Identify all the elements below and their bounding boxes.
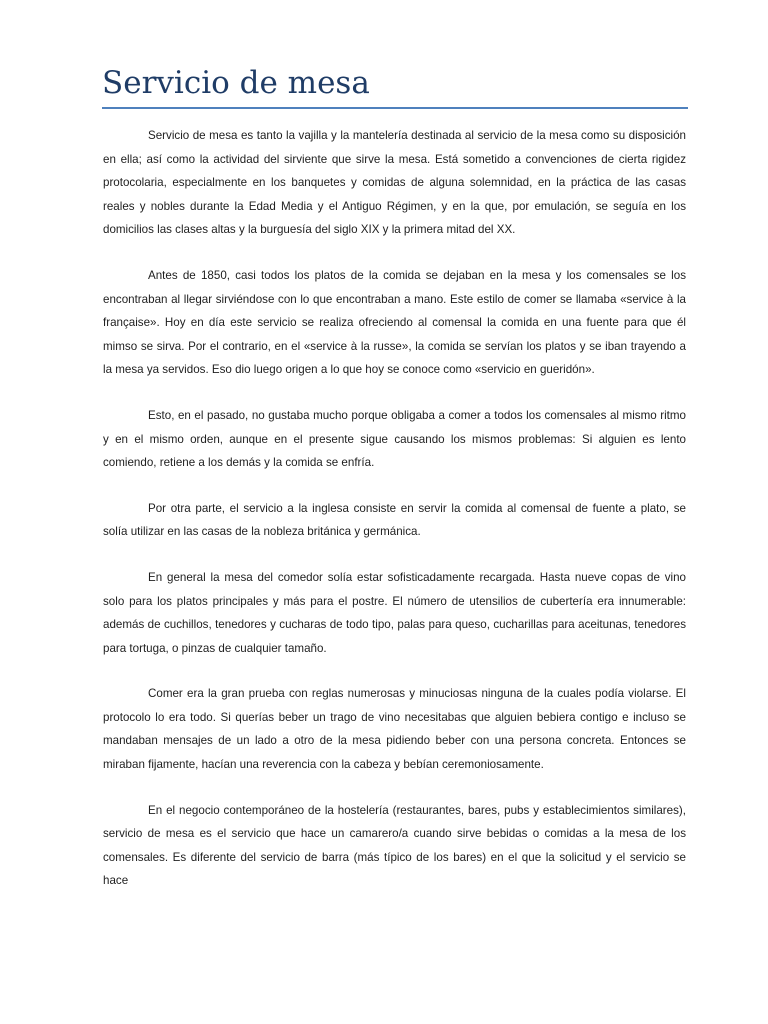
paragraph-4: Por otra parte, el servicio a la inglesa consiste en servir la comida al comensal de fuente a plato, se solía utilizar en las casas de la nobleza británica y germánica.	[103, 501, 686, 539]
paragraph-1: Servicio de mesa es tanto la vajilla y la mantelería destinada al servicio de la mesa como su disposición en ella; así como la actividad del sirviente que sirve la mesa. Está sometido a convenciones de cierta rigidez protocolaria, especialmente en los banquetes y comidas de alguna solemnidad, en la práctica de las casas reales y nobles durante la Edad Media y el Antiguo Régimen, y en la que, por emulación, se seguía en los domicilios las clases altas y la burguesía del siglo XIX y la primera mitad del XX.	[103, 129, 686, 237]
paragraph-6: Comer era la gran prueba con reglas numerosas y minuciosas ninguna de la cuales podía violarse. El protocolo lo era todo. Si querías beber un trago de vino necesitabas que alguien bebiera contigo e incluso se mandaban mensajes de un lado a otro de la mesa pidiendo beber con una persona concreta. Entonces se miraban fijamente, hacían una reverencia con la cabeza y bebían ceremoniosamente.	[103, 687, 686, 772]
paragraph-3: Esto, en el pasado, no gustaba mucho porque obligaba a comer a todos los comensales al mismo ritmo y en el mismo orden, aunque en el presente sigue causando los mismos problemas: Si alguien es lento comiendo, retiene a los demás y la comida se enfría.	[103, 408, 686, 470]
title-underline	[102, 107, 688, 109]
paragraph-5: En general la mesa del comedor solía estar sofisticadamente recargada. Hasta nueve copas de vino solo para los platos principales y más para el postre. El número de utensilios de cubertería era innumerable: además de cuchillos, tenedores y cucharas de todo tipo, palas para queso, cucharillas para aceitunas, tenedores para tortuga, o pinzas de cualquier tamaño.	[103, 570, 686, 655]
page-title: Servicio de mesa	[102, 65, 370, 101]
paragraph-2: Antes de 1850, casi todos los platos de la comida se dejaban en la mesa y los comensales se los encontraban al llegar sirviéndose con lo que encontraban a mano. Este estilo de comer se llamaba «service à la française». Hoy en día este servicio se realiza ofreciendo al comensal la comida en una fuente para que él mimso se sirva. Por el contrario, en el «service à la russe», la comida se servían los platos y se iban trayendo a la mesa ya servidos. Eso dio luego origen a lo que hoy se conoce como «servicio en gueridón».	[103, 268, 686, 377]
paragraph-7: En el negocio contemporáneo de la hostelería (restaurantes, bares, pubs y establecimientos similares), servicio de mesa es el servicio que hace un camarero/a cuando sirve bebidas o comidas a la mesa de los comensales. Es diferente del servicio de barra (más típico de los bares) en el que la solicitud y el servicio se hace	[103, 803, 686, 888]
document-body	[103, 124, 686, 915]
